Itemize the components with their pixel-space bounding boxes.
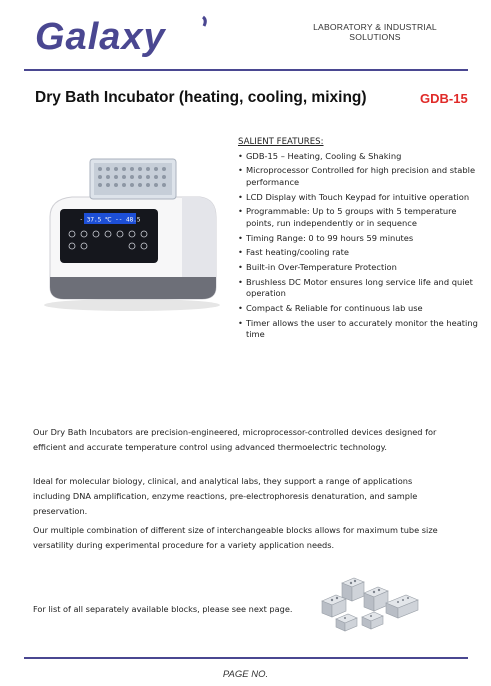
- header-divider: [24, 69, 468, 71]
- applications-paragraph: [33, 474, 473, 519]
- interchangeable-blocks-image: [312, 573, 428, 635]
- dry-bath-incubator-image: [32, 137, 232, 317]
- feature-item: • GDB-15 – Heating, Cooling & Shaking: [238, 151, 478, 163]
- feature-item: • Microprocessor Controlled for high precision and stable performance: [238, 165, 478, 188]
- feature-item: • Compact & Reliable for continuous lab use: [238, 303, 478, 315]
- tagline-line-1: LABORATORY & INDUSTRIAL: [313, 22, 437, 32]
- features-list: [238, 151, 478, 341]
- galaxy-logo: [33, 13, 213, 57]
- feature-item: • LCD Display with Touch Keypad for intuitive operation: [238, 192, 478, 204]
- page-title: Dry Bath Incubator (heating, cooling, mixing): [35, 89, 367, 106]
- feature-item: • Built-in Over-Temperature Protection: [238, 262, 478, 274]
- logo-text: Galaxy: [35, 16, 166, 57]
- intro-paragraph: [33, 425, 473, 455]
- lcd-readout: - 37.5 ℃ -- 48.5: [79, 216, 141, 224]
- feature-item: • Brushless DC Motor ensures long service life and quiet operation: [238, 277, 478, 300]
- page-number-label: PAGE NO.: [222, 669, 269, 680]
- feature-item: • Fast heating/cooling rate: [238, 247, 478, 259]
- model-number: GDB-15: [420, 91, 468, 106]
- intro-line-2: efficient and accurate temperature control using advanced thermoelectric technology.: [33, 442, 387, 452]
- feature-item: • Programmable: Up to 5 groups with 5 temperature points, run independently or in sequence: [238, 206, 478, 229]
- footer-divider: [24, 657, 468, 659]
- salient-features: [238, 137, 478, 344]
- features-heading: SALIENT FEATURES:: [238, 137, 324, 147]
- applications-line-2: including DNA amplification, enzyme reactions, pre-electrophoresis denaturation, and sample preservation.: [33, 491, 418, 516]
- next-page-note: For list of all separately available blocks, please see next page.: [33, 604, 293, 614]
- intro-line-1: Our Dry Bath Incubators are precision-engineered, microprocessor-controlled devices designed for: [33, 427, 437, 437]
- blocks-line-1: Our multiple combination of different size of interchangeable blocks allows for maximum tube size: [33, 525, 438, 535]
- feature-item: • Timer allows the user to accurately monitor the heating time: [238, 318, 478, 341]
- tagline: [300, 22, 450, 42]
- applications-line-1: Ideal for molecular biology, clinical, and analytical labs, they support a range of applications: [33, 476, 413, 486]
- blocks-paragraph: [33, 523, 473, 553]
- blocks-line-2: versatility during experimental procedure for a variety application needs.: [33, 540, 335, 550]
- tagline-line-2: SOLUTIONS: [349, 32, 401, 42]
- feature-item: • Timing Range: 0 to 99 hours 59 minutes: [238, 233, 478, 245]
